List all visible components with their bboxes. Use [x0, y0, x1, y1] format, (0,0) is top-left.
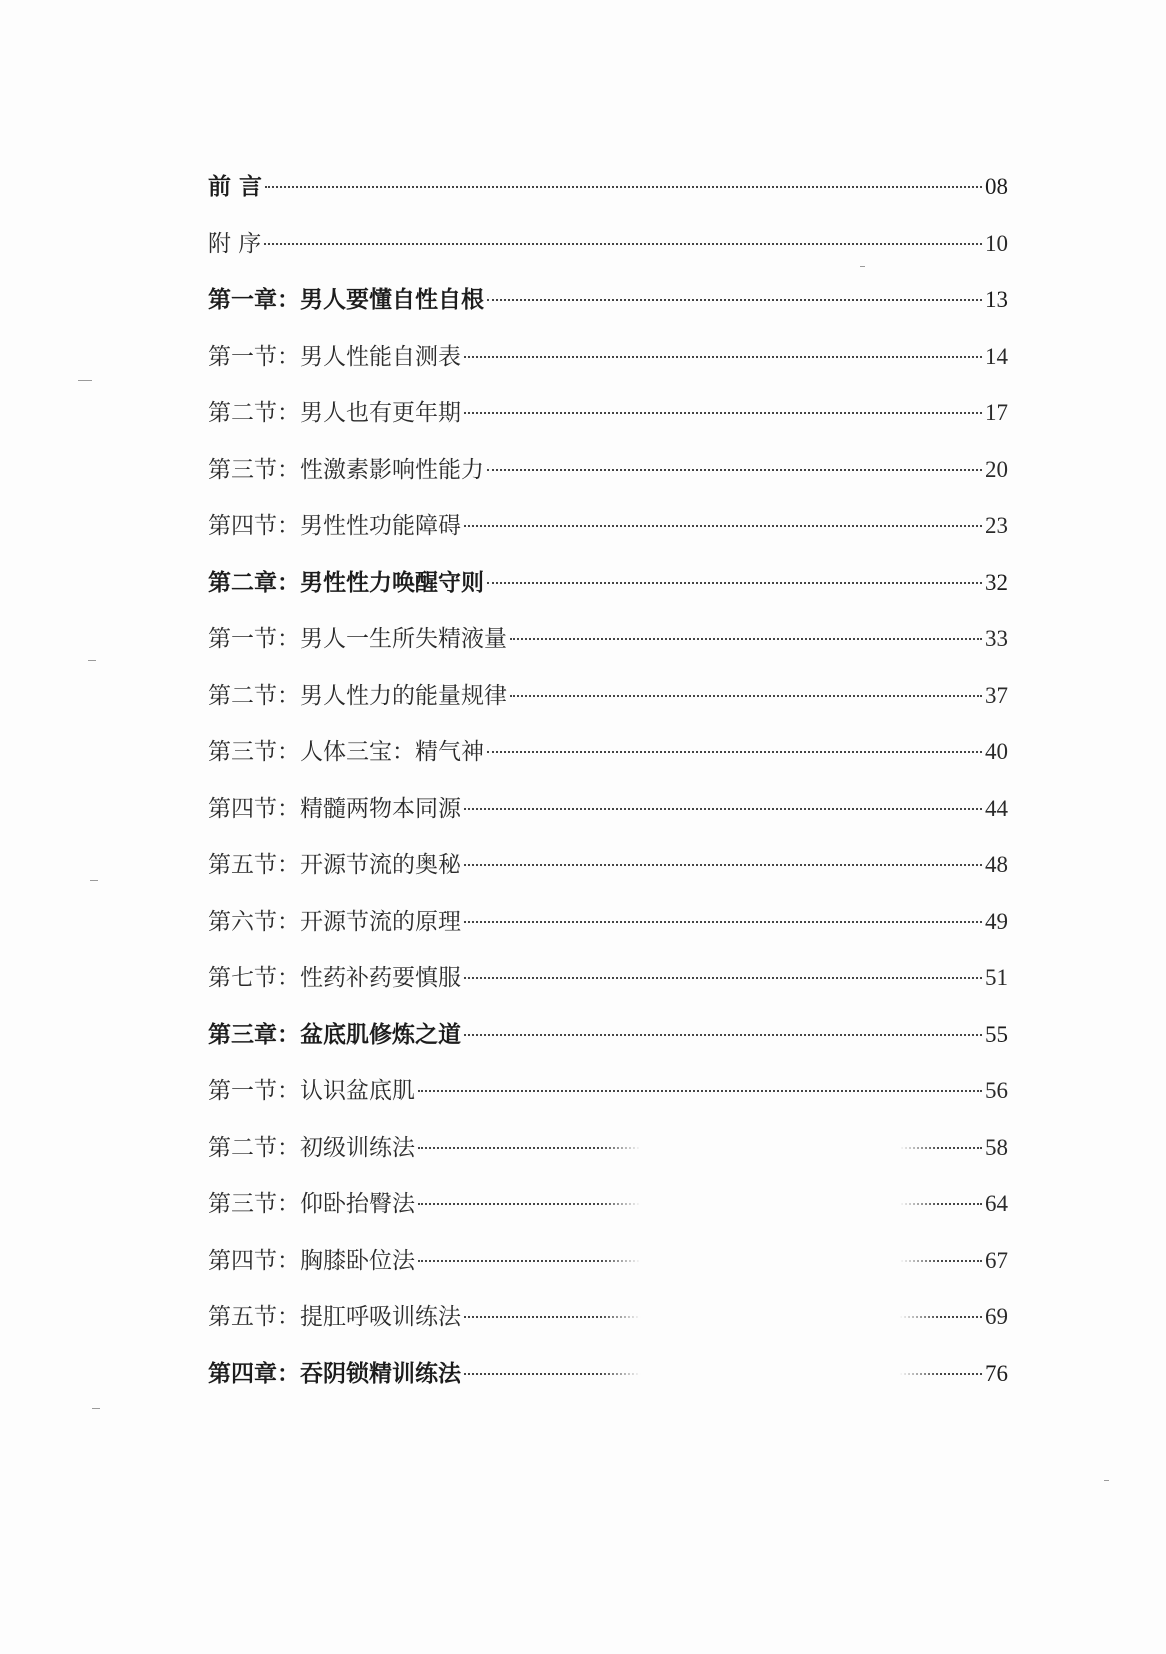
toc-page-number: 13 — [985, 287, 1008, 312]
scan-speck — [860, 266, 865, 267]
scan-speck — [1104, 1480, 1109, 1481]
toc-page-number: 08 — [985, 174, 1008, 199]
toc-section-entry — [208, 455, 1008, 512]
toc-chapter-entry — [208, 1020, 1008, 1077]
scan-speck — [88, 660, 96, 661]
toc-page-number: 33 — [985, 626, 1008, 651]
toc-entry-title: 第一节：男人一生所失精液量 — [208, 626, 507, 652]
toc-section-entry — [208, 511, 1008, 568]
toc-dot-leader — [487, 751, 982, 753]
toc-entry-title: 第七节：性药补药要慎服 — [208, 965, 461, 991]
toc-section-entry — [208, 229, 1008, 286]
toc-dot-leader — [464, 525, 982, 527]
toc-entry-title: 第一节：认识盆底肌 — [208, 1078, 415, 1104]
toc-page-number: 14 — [985, 343, 1008, 369]
toc-section-entry — [208, 342, 1008, 399]
toc-entry-title: 第四章：吞阴锁精训练法 — [208, 1359, 461, 1387]
toc-chapter-entry — [208, 172, 1008, 229]
toc-dot-leader — [464, 977, 982, 979]
toc-entry-title: 第二章：男性性力唤醒守则 — [208, 568, 484, 596]
toc-section-entry — [208, 681, 1008, 738]
toc-page-number: 64 — [985, 1191, 1008, 1216]
scan-speck — [92, 1408, 100, 1409]
toc-chapter-entry — [208, 285, 1008, 342]
toc-section-entry — [208, 963, 1008, 1020]
toc-page-number: 23 — [985, 513, 1008, 538]
toc-entry-title: 第二节：初级训练法 — [208, 1134, 415, 1161]
toc-page-number: 69 — [985, 1304, 1008, 1329]
toc-page-number: 37 — [985, 682, 1008, 708]
toc-entry-title: 第五节：开源节流的奥秘 — [208, 852, 461, 878]
toc-entry-title: 第四节：胸膝卧位法 — [208, 1247, 415, 1274]
toc-section-entry — [208, 737, 1008, 794]
toc-dot-leader — [464, 864, 982, 866]
toc-dot-leader — [487, 582, 982, 584]
toc-section-entry — [208, 794, 1008, 851]
toc-entry-title: 第五节：提肛呼吸训练法 — [208, 1304, 461, 1330]
toc-entry-title: 第三节：人体三宝：精气神 — [208, 739, 484, 765]
toc-dot-leader — [464, 808, 982, 810]
toc-entry-title: 第三节：仰卧抬臀法 — [208, 1191, 415, 1217]
toc-section-entry — [208, 624, 1008, 681]
toc-entry-title: 第四节：精髓两物本同源 — [208, 795, 461, 822]
toc-dot-leader — [510, 638, 982, 640]
toc-entry-title: 第三章：盆底肌修炼之道 — [208, 1020, 461, 1048]
toc-section-entry — [208, 398, 1008, 455]
toc-page-number: 49 — [985, 908, 1008, 934]
toc-section-entry — [208, 850, 1008, 907]
scan-speck — [78, 380, 92, 381]
toc-dot-leader — [464, 1034, 982, 1036]
scan-blur-patch — [600, 1120, 940, 1420]
toc-dot-leader — [464, 921, 982, 923]
toc-dot-leader — [418, 1090, 982, 1092]
toc-page-number: 20 — [985, 456, 1008, 482]
toc-page-number: 58 — [985, 1134, 1008, 1160]
toc-dot-leader — [264, 243, 982, 245]
toc-page-number: 32 — [985, 569, 1008, 595]
toc-entry-title: 第六节：开源节流的原理 — [208, 908, 461, 935]
scan-speck — [90, 880, 98, 881]
toc-page-number: 56 — [985, 1078, 1008, 1103]
toc-entry-title: 第二节：男人也有更年期 — [208, 400, 461, 426]
toc-entry-title: 第一节：男人性能自测表 — [208, 343, 461, 370]
toc-dot-leader — [265, 186, 982, 188]
toc-dot-leader — [487, 299, 982, 301]
toc-page-number: 76 — [985, 1360, 1008, 1386]
toc-entry-title: 第二节：男人性力的能量规律 — [208, 682, 507, 709]
toc-page-number: 55 — [985, 1021, 1008, 1047]
toc-chapter-entry — [208, 568, 1008, 625]
toc-section-entry — [208, 907, 1008, 964]
toc-page-number: 40 — [985, 739, 1008, 764]
toc-page-number: 51 — [985, 965, 1008, 990]
toc-entry-title: 第四节：男性性功能障碍 — [208, 513, 461, 539]
toc-entry-title: 第一章：男人要懂自性自根 — [208, 286, 484, 313]
toc-dot-leader — [464, 356, 982, 358]
toc-page-number: 44 — [985, 795, 1008, 821]
toc-entry-title: 第三节：性激素影响性能力 — [208, 456, 484, 483]
toc-dot-leader — [464, 412, 982, 414]
toc-dot-leader — [487, 469, 982, 471]
toc-page-number: 17 — [985, 400, 1008, 425]
toc-entry-title: 前 言 — [208, 173, 263, 200]
toc-entry-title: 附 序 — [208, 230, 262, 257]
toc-dot-leader — [510, 695, 982, 697]
toc-page-number: 67 — [985, 1247, 1008, 1273]
toc-page-number: 10 — [985, 230, 1008, 256]
toc-page-number: 48 — [985, 852, 1008, 877]
